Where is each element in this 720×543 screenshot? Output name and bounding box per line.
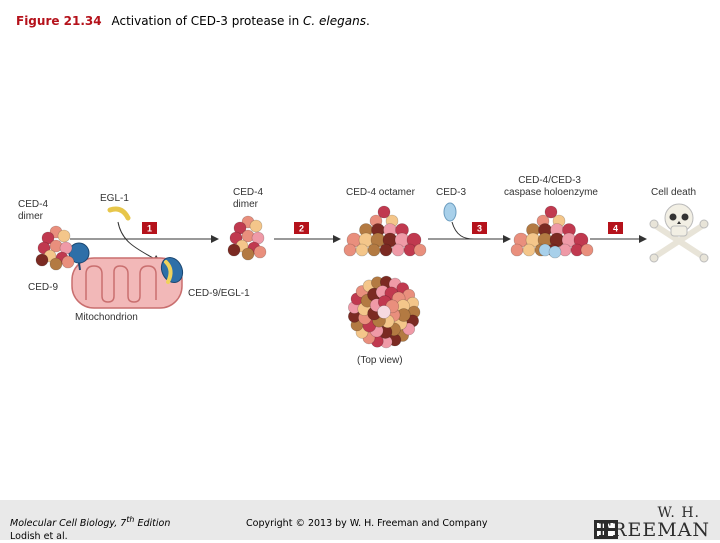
cell-death-label: Cell death	[651, 187, 697, 198]
holoenzyme-label-line1: CED-4/CED-3	[518, 175, 582, 186]
ced4-subunit	[228, 244, 240, 256]
ced4-octamer-cluster	[344, 206, 426, 256]
ced9-egl1-label: CED-9/EGL-1	[188, 288, 250, 299]
figure-number: Figure 21.34	[16, 14, 102, 28]
ced4-subunit	[254, 246, 266, 258]
top-view-label: (Top view)	[357, 355, 403, 366]
ced4-subunit	[523, 244, 535, 256]
publisher-line1: W. H.	[657, 505, 700, 521]
ced4-subunit	[58, 230, 70, 242]
ced4-subunit	[378, 306, 391, 319]
ced4-subunit	[344, 244, 356, 256]
ced4-subunit	[36, 254, 48, 266]
book-title-sup: th	[126, 515, 135, 524]
step-badge-4	[608, 222, 623, 234]
ced4-dimer-left-label-line1: CED-4	[18, 199, 49, 210]
holoenzyme-label-line2: caspase holoenzyme	[504, 187, 598, 198]
ced3-subunit	[549, 246, 561, 258]
egl1-label: EGL-1	[100, 193, 129, 204]
ced3-protein	[444, 203, 456, 221]
ced4-subunit	[250, 220, 262, 232]
ced4-octamer-label: CED-4 octamer	[346, 187, 415, 198]
step-number-4: 4	[612, 223, 619, 234]
ced3-joining-arrow	[452, 222, 474, 239]
step-number-3: 3	[476, 223, 483, 234]
ced4-subunit	[581, 244, 593, 256]
ced4-subunit	[414, 244, 426, 256]
book-title	[10, 513, 170, 530]
ced4-subunit	[62, 256, 74, 268]
step-badge-3	[472, 222, 487, 234]
book-title-end: Edition	[134, 518, 171, 530]
step-number-2: 2	[298, 223, 305, 234]
ced4-subunit	[380, 244, 392, 256]
book-authors: Lodish et al.	[10, 531, 68, 543]
mitochondrion-label: Mitochondrion	[75, 312, 138, 323]
egl1-protein	[110, 209, 128, 218]
publisher-line2: FREEMAN	[597, 519, 710, 541]
ced4-subunit	[368, 244, 380, 256]
step-badge-1	[142, 222, 157, 234]
figure-title-end: .	[365, 14, 370, 28]
holoenzyme-cluster	[511, 206, 593, 258]
figure-title-species: C. elegans	[303, 14, 366, 28]
ced4-subunit	[511, 244, 523, 256]
ced4-dimer-mid-label	[233, 187, 266, 210]
book-title-text: Molecular Cell Biology, 7	[10, 518, 127, 530]
ced4-dimer-left-label-line2: dimer	[18, 211, 44, 222]
figure-title-text: Activation of CED-3 protease in	[111, 14, 300, 28]
step-number-1: 1	[146, 223, 153, 234]
ced4-dimer-left-cluster	[36, 226, 74, 270]
ced4-dimer-mid-label-line2: dimer	[233, 199, 259, 210]
ced4-subunit	[50, 258, 62, 270]
ced4-subunit	[392, 244, 404, 256]
holoenzyme-label	[504, 175, 598, 198]
copyright-text: Copyright © 2013 by W. H. Freeman and Company	[246, 518, 488, 529]
ced4-dimer-mid-cluster	[228, 216, 266, 260]
ced4-dimer-mid-label-line1: CED-4	[233, 187, 264, 198]
ced4-subunit	[242, 248, 254, 260]
octamer-top-view-cluster	[348, 276, 420, 348]
publisher-logo	[592, 505, 716, 539]
ced4-dimer-left-label	[18, 199, 51, 222]
skull-and-crossbones-icon	[650, 204, 708, 262]
ced4-subunit	[356, 244, 368, 256]
book-citation	[10, 513, 170, 543]
ced3-label: CED-3	[436, 187, 467, 198]
ced9-anchor	[79, 263, 80, 270]
ced9-label: CED-9	[28, 282, 59, 293]
step-badge-2	[294, 222, 309, 234]
